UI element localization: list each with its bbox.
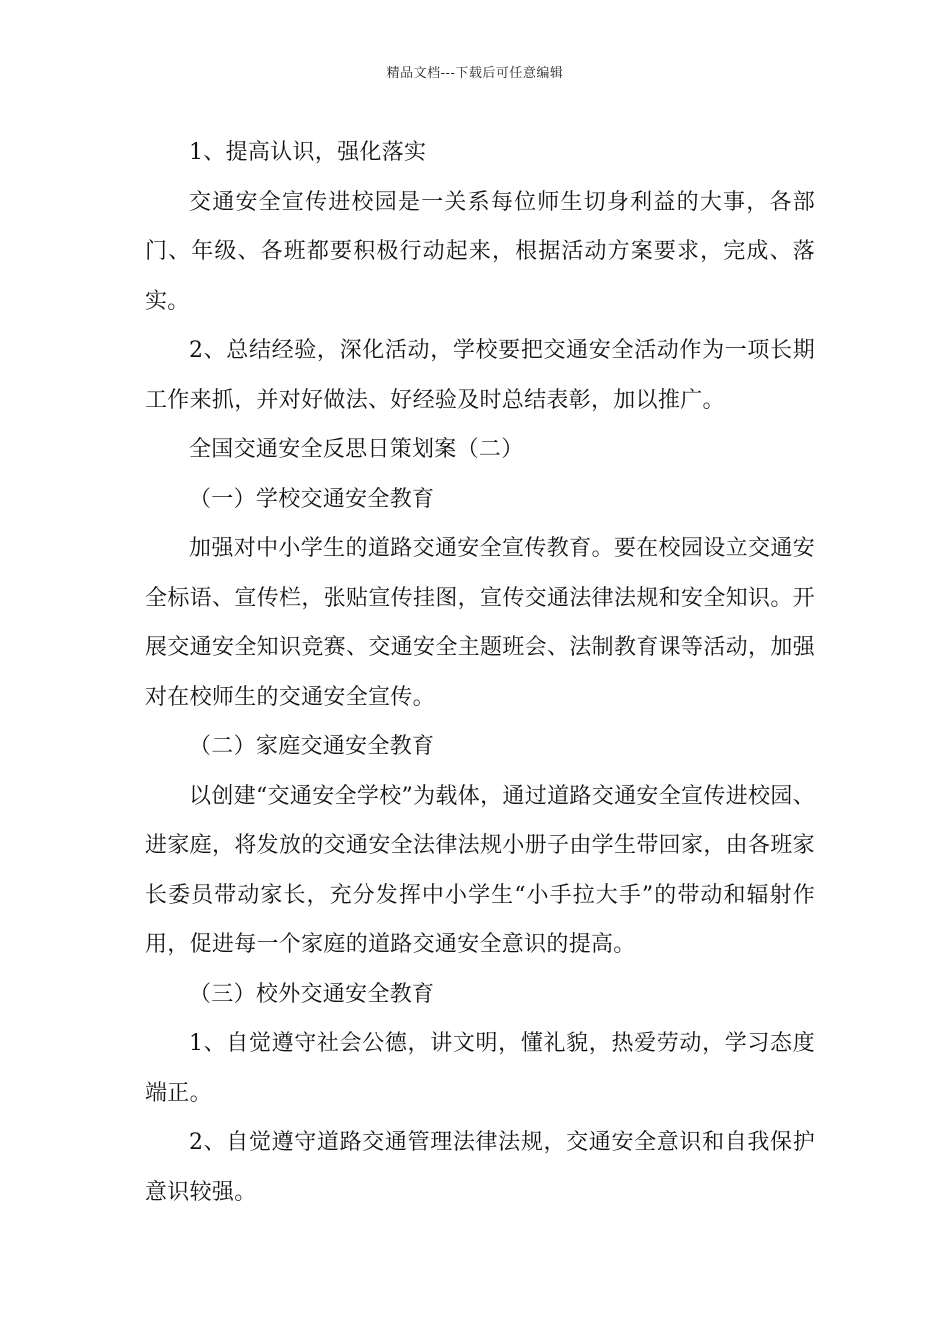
- subheading-school: （一）学校交通安全教育: [189, 486, 435, 512]
- page-header: 精品文档---下载后可任意编辑: [386, 66, 564, 81]
- subheading-family: （二）家庭交通安全教育: [189, 734, 435, 759]
- paragraph-school: 加强对中小学生的道路交通安全宣传教育。要在校园设立交通安全标语、宣传栏，张贴宣传挂图，宣传交通法律法规和安全知识。开展交通安全知识竞赛、交通安全主题班会、法制教育课等活动，加强对在校师生的交通安全宣传。: [145, 536, 815, 710]
- paragraph-2: 交通安全宣传进校园是一关系每位师生切身利益的大事，各部门、年级、各班都要积极行动起来，根据活动方案要求，完成、落实。: [145, 189, 815, 314]
- paragraph-outside-1: 1、自觉遵守社会公德，讲文明，懂礼貌，热爱劳动，学习态度端正。: [145, 1031, 815, 1106]
- document-body: [145, 128, 815, 1217]
- subheading-outside: （三）校外交通安全教育: [189, 981, 435, 1007]
- paragraph-3: 2、总结经验，深化活动，学校要把交通安全活动作为一项长期工作来抓，并对好做法、好经验及时总结表彰，加以推广。: [145, 338, 815, 413]
- paragraph-outside-2: 2、自觉遵守道路交通管理法律法规，交通安全意识和自我保护意识较强。: [145, 1130, 815, 1205]
- paragraph-1: 1、提高认识，强化落实: [189, 140, 427, 165]
- section-title: 全国交通安全反思日策划案（二）: [189, 437, 524, 462]
- paragraph-family: 以创建“交通安全学校”为载体，通过道路交通安全宣传进校园、进家庭，将发放的交通安全法律法规小册子由学生带回家，由各班家长委员带动家长，充分发挥中小学生“小手拉大手”的带动和辐射作用，促进每一个家庭的道路交通安全意识的提高。: [145, 783, 815, 957]
